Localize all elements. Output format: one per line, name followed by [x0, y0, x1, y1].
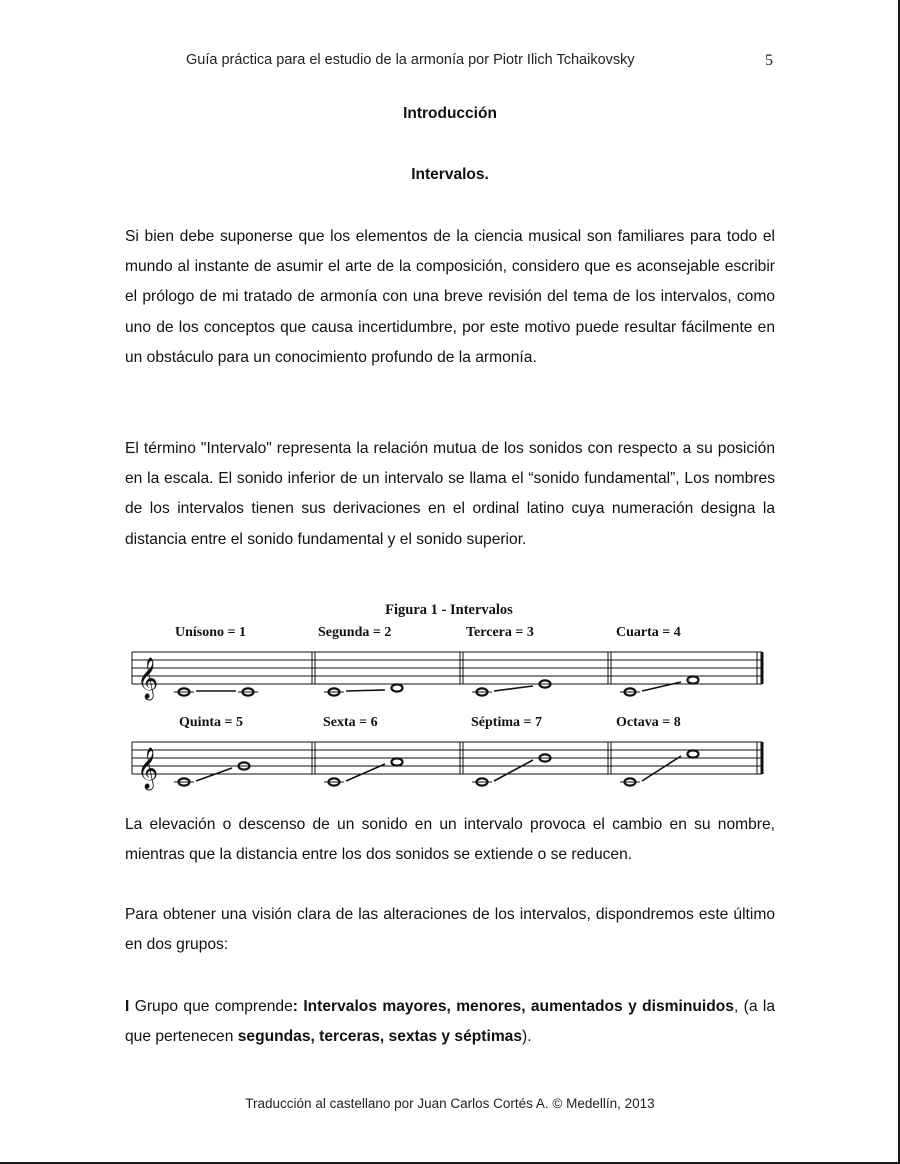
page-header: [0, 52, 900, 74]
note-upper: [392, 684, 403, 691]
header-title: Guía práctica para el estudio de la armonía por Piotr Ilich Tchaikovsky: [186, 52, 635, 68]
paragraph-intro: Si bien debe suponerse que los elementos de la ciencia musical son familiares para todo el mundo al instante de asumir el arte de la composición, considero que es aconsejable escribir el prólogo de mi tratado de armonía con una breve revisión del tema de los intervalos, como uno de los conceptos que causa incertidumbre, por este motivo puede resultar fácilmente en un obstáculo para un conocimiento profundo de la armonía.: [125, 228, 775, 366]
intervals-figure: [0, 590, 900, 800]
group-text-1: Grupo que comprende: [129, 998, 293, 1015]
paragraph-interval-definition: El término "Intervalo" representa la relación mutua de los sonidos con respecto a su posición en la escala. El sonido inferior de un intervalo se llama el “sonido fundamental”, Los nombres de los intervalos tienen sus derivaciones en el ordinal latino cuya numeración designa la distancia entre el sonido fundamental y el sonido superior.: [125, 440, 775, 548]
interval-connector: [494, 760, 533, 781]
interval-label: Segunda = 2: [318, 625, 392, 640]
interval-connector: [494, 686, 533, 691]
interval-connector: [346, 764, 385, 781]
interval-label: Cuarta = 4: [616, 625, 681, 640]
interval-connector: [642, 682, 681, 691]
paragraph-alteration: La elevación o descenso de un sonido en un intervalo provoca el cambio en su nombre, mientras que la distancia entre los dos sonidos se extiende o se reducen.: [125, 816, 775, 864]
group-bold-2: segundas, terceras, sextas y séptimas: [237, 1028, 523, 1046]
group-numeral: I: [125, 998, 130, 1015]
interval-label: Unísono = 1: [175, 625, 246, 640]
paragraph-groups: Para obtener una visión clara de las alteraciones de los intervalos, dispondremos este último en dos grupos:: [125, 906, 775, 954]
note-upper: [688, 750, 699, 757]
interval-label: Octava = 8: [616, 715, 681, 730]
note-upper: [688, 676, 699, 683]
heading-intervals: Intervalos.: [411, 166, 489, 183]
interval-connector: [346, 690, 385, 691]
interval-label: Séptima = 7: [471, 715, 542, 730]
interval-label: Sexta = 6: [323, 715, 378, 730]
interval-label: Quinta = 5: [179, 715, 243, 730]
interval-label: Tercera = 3: [466, 625, 534, 640]
page-number: 5: [765, 52, 773, 69]
paragraph-group-one: [125, 992, 775, 1052]
heading-introduction: Introducción: [403, 105, 497, 122]
note-upper: [392, 758, 403, 765]
figure-title: Figura 1 - Intervalos: [385, 602, 513, 618]
treble-clef-icon: 𝄞: [137, 658, 159, 699]
page-footer: Traducción al castellano por Juan Carlos Cortés A. © Medellín, 2013: [245, 1096, 655, 1111]
group-bold-1: : Intervalos mayores, menores, aumentados y disminuidos: [292, 998, 734, 1015]
group-text-2: , (a la que pertenecen: [125, 998, 775, 1046]
treble-clef-icon: 𝄞: [137, 748, 159, 789]
interval-connector: [642, 756, 681, 781]
group-text-3: ).: [522, 1028, 532, 1046]
